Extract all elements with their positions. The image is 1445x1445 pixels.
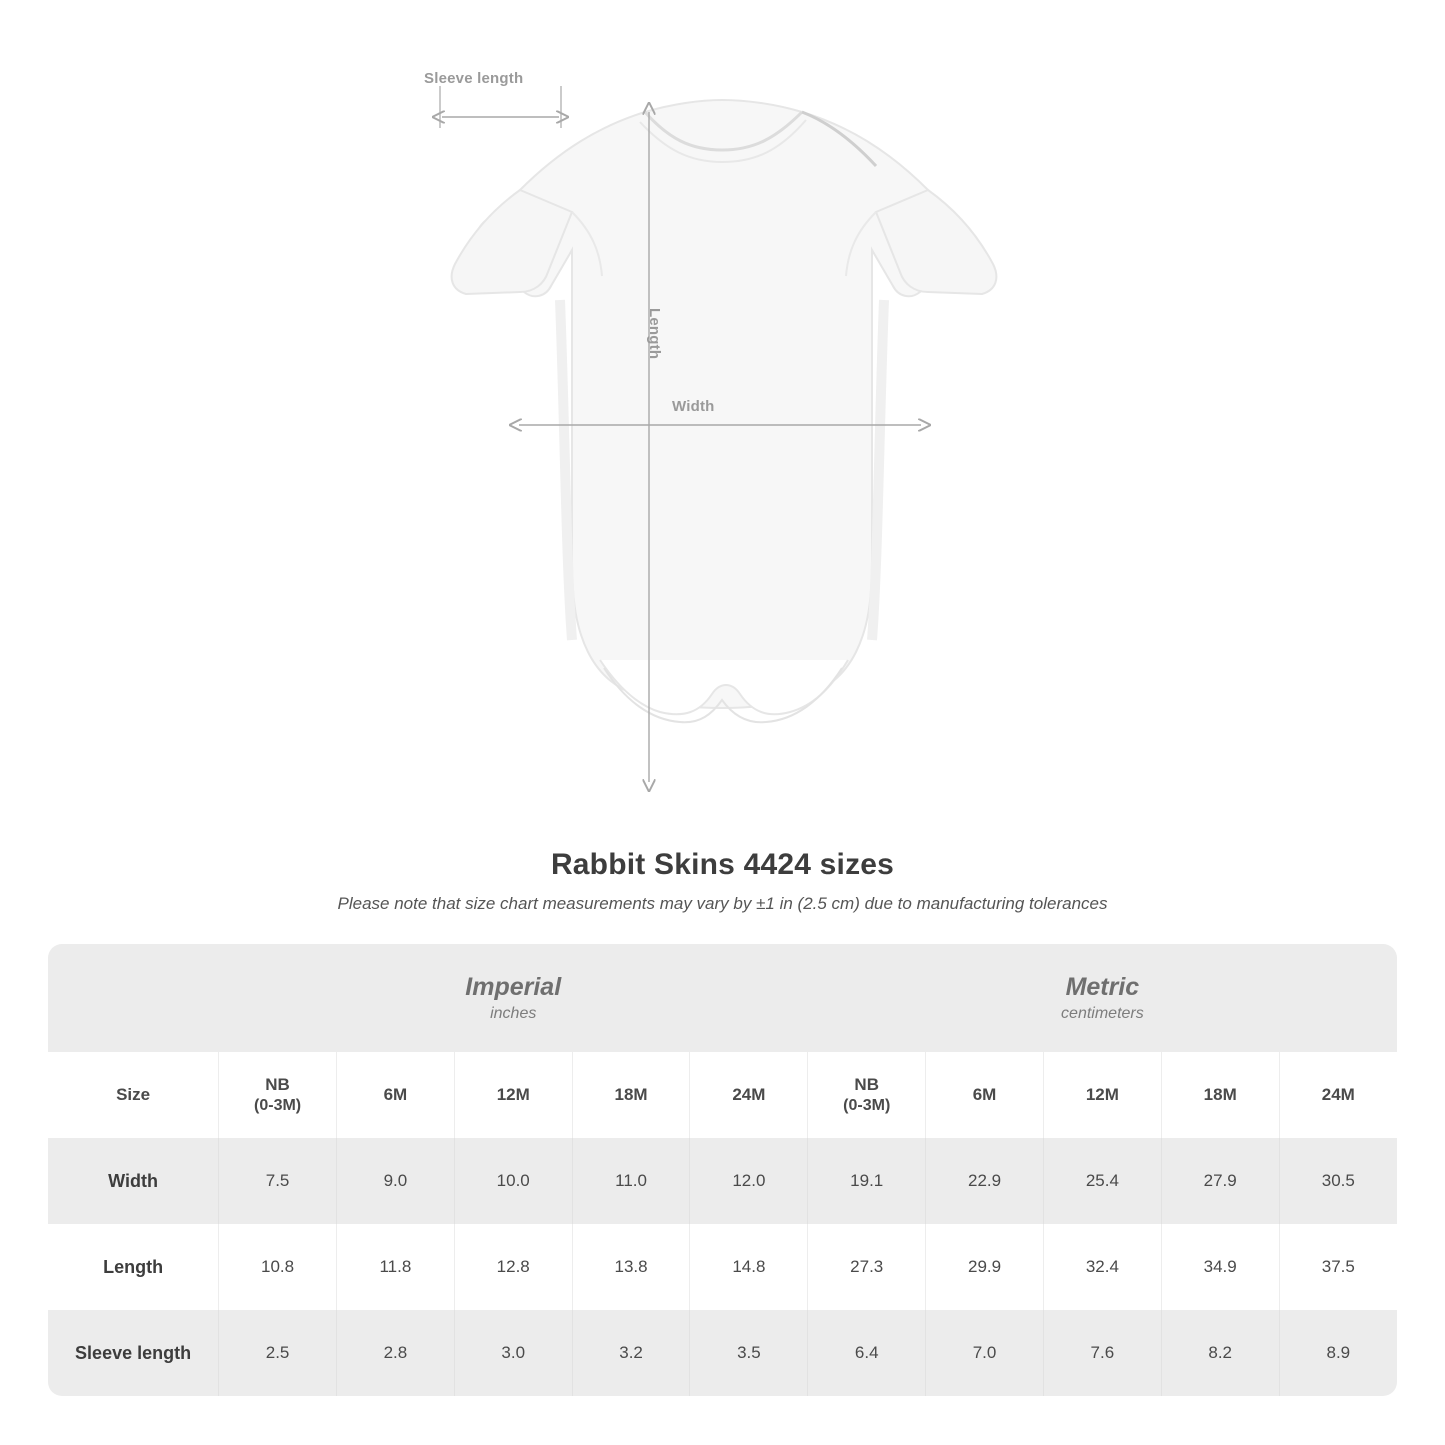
- cell-width-24m-in: 12.0: [690, 1138, 808, 1224]
- shade-left: [560, 300, 572, 640]
- row-label-sleeve-length: Sleeve length: [48, 1310, 219, 1396]
- cell-length-nb-in: 10.8: [219, 1224, 337, 1310]
- size-header: Size: [48, 1052, 219, 1138]
- cell-width-6m-in: 9.0: [336, 1138, 454, 1224]
- cell-length-12m-cm: 32.4: [1043, 1224, 1161, 1310]
- cell-length-12m-in: 12.8: [454, 1224, 572, 1310]
- cell-width-12m-in: 10.0: [454, 1138, 572, 1224]
- table-row: [48, 1310, 1397, 1396]
- cell-length-nb-cm: 27.3: [808, 1224, 926, 1310]
- cell-width-nb-in: 7.5: [219, 1138, 337, 1224]
- column-header-24m-imperial: 24M: [690, 1052, 808, 1138]
- cell-sleeve-24m-cm: 8.9: [1279, 1310, 1397, 1396]
- column-header-12m-imperial: 12M: [454, 1052, 572, 1138]
- table-row: [48, 1138, 1397, 1224]
- cell-width-18m-in: 11.0: [572, 1138, 690, 1224]
- size-table: [48, 944, 1397, 1396]
- column-header-18m-imperial: 18M: [572, 1052, 690, 1138]
- shade-right: [872, 300, 884, 640]
- cell-sleeve-12m-in: 3.0: [454, 1310, 572, 1396]
- column-header-24m-metric: 24M: [1279, 1052, 1397, 1138]
- unit-group-metric: [808, 944, 1397, 1052]
- cell-sleeve-6m-in: 2.8: [336, 1310, 454, 1396]
- column-header-sub: (0-3M): [843, 1096, 891, 1114]
- cell-length-6m-cm: 29.9: [926, 1224, 1044, 1310]
- column-header-main: NB: [265, 1075, 290, 1095]
- cell-length-6m-in: 11.8: [336, 1224, 454, 1310]
- cell-sleeve-12m-cm: 7.6: [1043, 1310, 1161, 1396]
- row-label-width: Width: [48, 1138, 219, 1224]
- table-row: [48, 1224, 1397, 1310]
- unit-group-metric-sub: centimeters: [1061, 1005, 1144, 1023]
- cell-width-24m-cm: 30.5: [1279, 1138, 1397, 1224]
- cell-length-18m-in: 13.8: [572, 1224, 690, 1310]
- cell-sleeve-6m-cm: 7.0: [926, 1310, 1044, 1396]
- title-block: [0, 848, 1445, 914]
- column-header-sub: (0-3M): [254, 1096, 302, 1114]
- cell-width-18m-cm: 27.9: [1161, 1138, 1279, 1224]
- cell-width-12m-cm: 25.4: [1043, 1138, 1161, 1224]
- column-header-18m-metric: 18M: [1161, 1052, 1279, 1138]
- cell-sleeve-18m-cm: 8.2: [1161, 1310, 1279, 1396]
- sleeve-length-label: Sleeve length: [424, 70, 524, 87]
- cell-sleeve-18m-in: 3.2: [572, 1310, 690, 1396]
- unit-header-spacer: [48, 944, 219, 1052]
- cell-sleeve-nb-cm: 6.4: [808, 1310, 926, 1396]
- column-header-12m-metric: 12M: [1043, 1052, 1161, 1138]
- length-label: Length: [646, 308, 663, 360]
- tolerance-note: Please note that size chart measurements may vary by ±1 in (2.5 cm) due to manufacturing tolerances: [337, 894, 1108, 913]
- cell-sleeve-24m-in: 3.5: [690, 1310, 808, 1396]
- cell-length-24m-cm: 37.5: [1279, 1224, 1397, 1310]
- cell-width-nb-cm: 19.1: [808, 1138, 926, 1224]
- size-table-wrapper: [48, 944, 1397, 1396]
- cell-width-6m-cm: 22.9: [926, 1138, 1044, 1224]
- column-header-row: [48, 1052, 1397, 1138]
- unit-group-imperial-name: Imperial: [465, 972, 562, 1001]
- column-header-nb-imperial: [219, 1052, 337, 1138]
- column-header-6m-imperial: 6M: [336, 1052, 454, 1138]
- cell-sleeve-nb-in: 2.5: [219, 1310, 337, 1396]
- unit-group-imperial: [219, 944, 808, 1052]
- width-label: Width: [672, 398, 715, 415]
- unit-header-row: [48, 944, 1397, 1052]
- cell-length-24m-in: 14.8: [690, 1224, 808, 1310]
- cell-length-18m-cm: 34.9: [1161, 1224, 1279, 1310]
- unit-group-metric-name: Metric: [1065, 972, 1140, 1001]
- column-header-nb-metric: [808, 1052, 926, 1138]
- bodysuit-body: [475, 100, 969, 708]
- column-header-6m-metric: 6M: [926, 1052, 1044, 1138]
- page-title: Rabbit Skins 4424 sizes: [550, 848, 895, 881]
- column-header-main: NB: [854, 1075, 879, 1095]
- row-label-length: Length: [48, 1224, 219, 1310]
- unit-group-imperial-sub: inches: [490, 1005, 537, 1023]
